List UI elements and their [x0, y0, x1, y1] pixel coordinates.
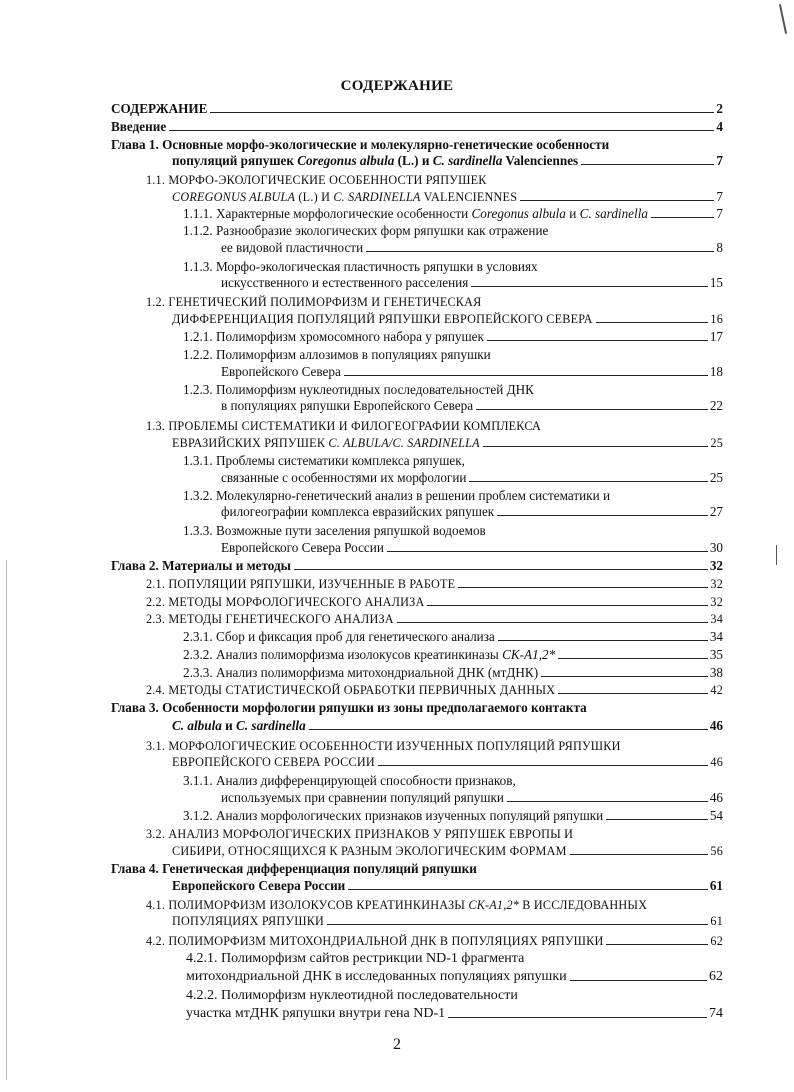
toc-page-number: 17	[709, 329, 723, 344]
toc-entry-1-3-cont[interactable]: ЕВРАЗИЙСКИХ РЯПУШЕК C. ALBULA/C. SARDINELLA 25	[172, 436, 723, 450]
toc-page-number: 15	[709, 275, 723, 290]
toc-entry-1-3[interactable]: 1.3. ПРОБЛЕМЫ СИСТЕМАТИКИ И ФИЛОГЕОГРАФИИ КОМПЛЕКСА	[146, 419, 542, 433]
toc-page-number: 74	[709, 1006, 723, 1021]
scan-mark	[776, 545, 777, 565]
scan-edge-mark	[6, 560, 7, 1080]
leader-line	[483, 446, 709, 447]
toc-entry-1-3-2[interactable]: 1.3.2. Молекулярно-генетический анализ в решении проблем систематики и	[183, 488, 611, 503]
toc-entry-1-1-2[interactable]: 1.1.2. Разнообразие экологических форм ряпушки как отражение	[183, 223, 549, 238]
leader-line	[558, 658, 708, 659]
toc-entry-4-2-2[interactable]: 4.2.2. Полиморфизм нуклеотидной последовательности	[186, 988, 518, 1003]
toc-entry-1-3-1[interactable]: 1.3.1. Проблемы систематики комплекса ряпушек,	[183, 453, 465, 468]
toc-page-number: 30	[709, 540, 723, 555]
toc-entry-1-2[interactable]: 1.2. ГЕНЕТИЧЕСКИЙ ПОЛИМОРФИЗМ И ГЕНЕТИЧЕСКАЯ	[146, 295, 482, 309]
leader-line	[458, 587, 708, 588]
toc-entry-chapter-4-cont[interactable]: Европейского Севера России 61	[172, 878, 723, 893]
toc-entry-1-2-2[interactable]: 1.2.2. Полиморфизм аллозимов в популяциях ряпушки	[183, 347, 491, 362]
toc-entry-1-1-1[interactable]: 1.1.1. Характерные морфологические особенности Coregonus albula и C. sardinella 7	[183, 206, 723, 221]
toc-entry-contents[interactable]: СОДЕРЖАНИЕ 2	[111, 101, 723, 116]
page-title: СОДЕРЖАНИЕ	[340, 78, 454, 94]
toc-entry-3-1-2[interactable]: 3.1.2. Анализ морфологических признаков изученных популяций ряпушки 54	[183, 808, 723, 823]
toc-page-number: 32	[709, 558, 723, 573]
leader-line	[378, 765, 709, 766]
toc-entry-2-1[interactable]: 2.1. ПОПУЛЯЦИИ РЯПУШКИ, ИЗУЧЕННЫЕ В РАБОТЕ 32	[146, 577, 723, 591]
leader-line	[497, 515, 708, 516]
toc-page-number: 7	[716, 206, 723, 221]
toc-entry-introduction[interactable]: Введение 4	[111, 119, 723, 134]
leader-line	[469, 481, 707, 482]
toc-entry-3-1-1-cont[interactable]: используемых при сравнении популяций ряпушки 46	[221, 790, 723, 805]
leader-line	[210, 112, 714, 113]
leader-line	[507, 801, 708, 802]
toc-entry-4-2[interactable]: 4.2. ПОЛИМОРФИЗМ МИТОХОНДРИАЛЬНОЙ ДНК В ПОПУЛЯЦИЯХ РЯПУШКИ 62	[146, 934, 723, 948]
leader-line	[387, 551, 708, 552]
toc-entry-1-3-2-cont[interactable]: филогеографии комплекса евразийских ряпушек 27	[221, 504, 723, 519]
toc-page-number: 35	[709, 647, 723, 662]
toc-page-number: 7	[716, 153, 723, 168]
leader-line	[558, 693, 708, 694]
leader-line	[651, 217, 714, 218]
toc-entry-4-1-cont[interactable]: ПОПУЛЯЦИЯХ РЯПУШКИ 61	[172, 914, 723, 928]
leader-line	[520, 200, 714, 201]
toc-entry-4-2-2-cont[interactable]: участка мтДНК ряпушки внутри гена ND-1 74	[186, 1006, 723, 1021]
toc-entry-1-2-3[interactable]: 1.2.3. Полиморфизм нуклеотидных последовательностей ДНК	[183, 382, 534, 397]
toc-page-number: 22	[709, 398, 723, 413]
leader-line	[471, 286, 708, 287]
toc-entry-2-3[interactable]: 2.3. МЕТОДЫ ГЕНЕТИЧЕСКОГО АНАЛИЗА 34	[146, 612, 723, 626]
leader-line	[169, 130, 714, 131]
toc-entry-3-2[interactable]: 3.2. АНАЛИЗ МОРФОЛОГИЧЕСКИХ ПРИЗНАКОВ У РЯПУШЕК ЕВРОПЫ И	[146, 827, 574, 841]
toc-entry-chapter-3[interactable]: Глава 3. Особенности морфологии ряпушки из зоны предполагаемого контакта	[111, 700, 587, 715]
toc-entry-chapter-2[interactable]: Глава 2. Материалы и методы 32	[111, 558, 723, 573]
leader-line	[327, 924, 708, 925]
leader-line	[366, 251, 714, 252]
toc-entry-2-3-2[interactable]: 2.3.2. Анализ полиморфизма изолокусов креатинкиназы CK-A1,2* 35	[183, 647, 723, 662]
leader-line	[606, 944, 708, 945]
toc-page-number: 7	[716, 189, 723, 204]
toc-entry-4-2-1-cont[interactable]: митохондриальной ДНК в исследованных популяциях ряпушки 62	[186, 969, 723, 984]
leader-line	[344, 375, 708, 376]
toc-entry-chapter-4[interactable]: Глава 4. Генетическая дифференциация популяций ряпушки	[111, 861, 477, 876]
toc-page-number: 62	[710, 934, 723, 948]
toc-entry-1-3-1-cont[interactable]: связанные с особенностями их морфологии 25	[221, 470, 723, 485]
toc-entry-1-2-1[interactable]: 1.2.1. Полиморфизм хромосомного набора у ряпушек 17	[183, 329, 723, 344]
leader-line	[541, 676, 708, 677]
toc-page-number: 25	[709, 470, 723, 485]
toc-page-number: 46	[709, 790, 723, 805]
leader-line	[348, 889, 708, 890]
toc-entry-1-1-3-cont[interactable]: искусственного и естественного расселения 15	[221, 275, 723, 290]
toc-entry-chapter-1[interactable]: Глава 1. Основные морфо-экологические и молекулярно-генетические особенности	[111, 137, 610, 152]
toc-entry-3-1-cont[interactable]: ЕВРОПЕЙСКОГО СЕВЕРА РОССИИ 46	[172, 755, 723, 769]
leader-line	[397, 622, 709, 623]
leader-line	[487, 340, 708, 341]
leader-line	[427, 605, 708, 606]
toc-page-number: 38	[709, 665, 723, 680]
toc-entry-1-1[interactable]: 1.1. МОРФО-ЭКОЛОГИЧЕСКИЕ ОСОБЕННОСТИ РЯПУШЕК	[146, 173, 487, 187]
leader-line	[570, 980, 707, 981]
toc-entry-2-4[interactable]: 2.4. МЕТОДЫ СТАТИСТИЧЕСКОЙ ОБРАБОТКИ ПЕРВИЧНЫХ ДАННЫХ 42	[146, 683, 723, 697]
toc-page-number: 62	[709, 969, 723, 984]
toc-entry-1-2-2-cont[interactable]: Европейского Севера 18	[221, 364, 723, 379]
toc-entry-2-3-1[interactable]: 2.3.1. Сбор и фиксация проб для генетического анализа 34	[183, 629, 723, 644]
toc-entry-3-1-1[interactable]: 3.1.1. Анализ дифференцирующей способности признаков,	[183, 773, 516, 788]
leader-line	[294, 569, 708, 570]
toc-entry-1-2-cont[interactable]: ДИФФЕРЕНЦИАЦИЯ ПОПУЛЯЦИЙ РЯПУШКИ ЕВРОПЕЙСКОГО СЕВЕРА 16	[172, 312, 723, 326]
toc-entry-1-1-3[interactable]: 1.1.3. Морфо-экологическая пластичность ряпушки в условиях	[183, 259, 538, 274]
page-number: 2	[393, 1036, 401, 1053]
leader-line	[309, 729, 708, 730]
toc-entry-1-2-3-cont[interactable]: в популяциях ряпушки Европейского Севера 22	[221, 398, 723, 413]
toc-page-number: 27	[709, 504, 723, 519]
toc-page-number: 2	[716, 101, 723, 116]
toc-page-number: 16	[710, 312, 723, 326]
toc-page-number: 32	[710, 577, 723, 591]
toc-page-number: 46	[709, 718, 723, 733]
toc-entry-1-3-3[interactable]: 1.3.3. Возможные пути заселения ряпушкой водоемов	[183, 523, 486, 538]
toc-page-number: 54	[709, 808, 723, 823]
toc-entry-1-3-3-cont[interactable]: Европейского Севера России 30	[221, 540, 723, 555]
toc-page-number: 32	[710, 595, 723, 609]
leader-line	[570, 854, 709, 855]
toc-entry-chapter-1-cont[interactable]: популяций ряпушек Coregonus albula (L.) и C. sardinella Valenciennes 7	[172, 153, 723, 168]
toc-page-number: 18	[709, 364, 723, 379]
toc-entry-3-1[interactable]: 3.1. МОРФОЛОГИЧЕСКИЕ ОСОБЕННОСТИ ИЗУЧЕННЫХ ПОПУЛЯЦИЙ РЯПУШКИ	[146, 739, 621, 753]
toc-page-number: 61	[709, 878, 723, 893]
toc-page-number: 46	[710, 755, 723, 769]
toc-page-number: 8	[716, 240, 723, 255]
leader-line	[476, 409, 708, 410]
leader-line	[448, 1017, 707, 1018]
leader-line	[581, 164, 714, 165]
toc-entry-2-3-3[interactable]: 2.3.3. Анализ полиморфизма митохондриальной ДНК (мтДНК) 38	[183, 665, 723, 680]
toc-page-number: 34	[709, 629, 723, 644]
toc-page-number: 25	[710, 436, 723, 450]
leader-line	[606, 819, 708, 820]
toc-entry-1-1-2-cont[interactable]: ее видовой пластичности 8	[221, 240, 723, 255]
toc-entry-4-2-1[interactable]: 4.2.1. Полиморфизм сайтов рестрикции ND-1 фрагмента	[186, 951, 525, 966]
toc-entry-chapter-3-cont[interactable]: C. albula и C. sardinella 46	[172, 718, 723, 733]
toc-entry-2-2[interactable]: 2.2. МЕТОДЫ МОРФОЛОГИЧЕСКОГО АНАЛИЗА 32	[146, 595, 723, 609]
toc-entry-1-1-cont[interactable]: COREGONUS ALBULA (L.) И C. SARDINELLA VALENCIENNES 7	[172, 189, 723, 204]
toc-entry-4-1[interactable]: 4.1. ПОЛИМОРФИЗМ ИЗОЛОКУСОВ КРЕАТИНКИНАЗЫ CK-A1,2* В ИССЛЕДОВАННЫХ	[146, 898, 648, 912]
leader-line	[596, 322, 709, 323]
toc-page-number: 34	[710, 612, 723, 626]
toc-page-number: 56	[710, 844, 723, 858]
toc-page-number: 61	[710, 914, 723, 928]
toc-entry-3-2-cont[interactable]: СИБИРИ, ОТНОСЯЩИХСЯ К РАЗНЫМ ЭКОЛОГИЧЕСКИМ ФОРМАМ 56	[172, 844, 723, 858]
toc-page-number: 4	[716, 119, 723, 134]
leader-line	[498, 640, 708, 641]
toc-page-number: 42	[710, 683, 723, 697]
